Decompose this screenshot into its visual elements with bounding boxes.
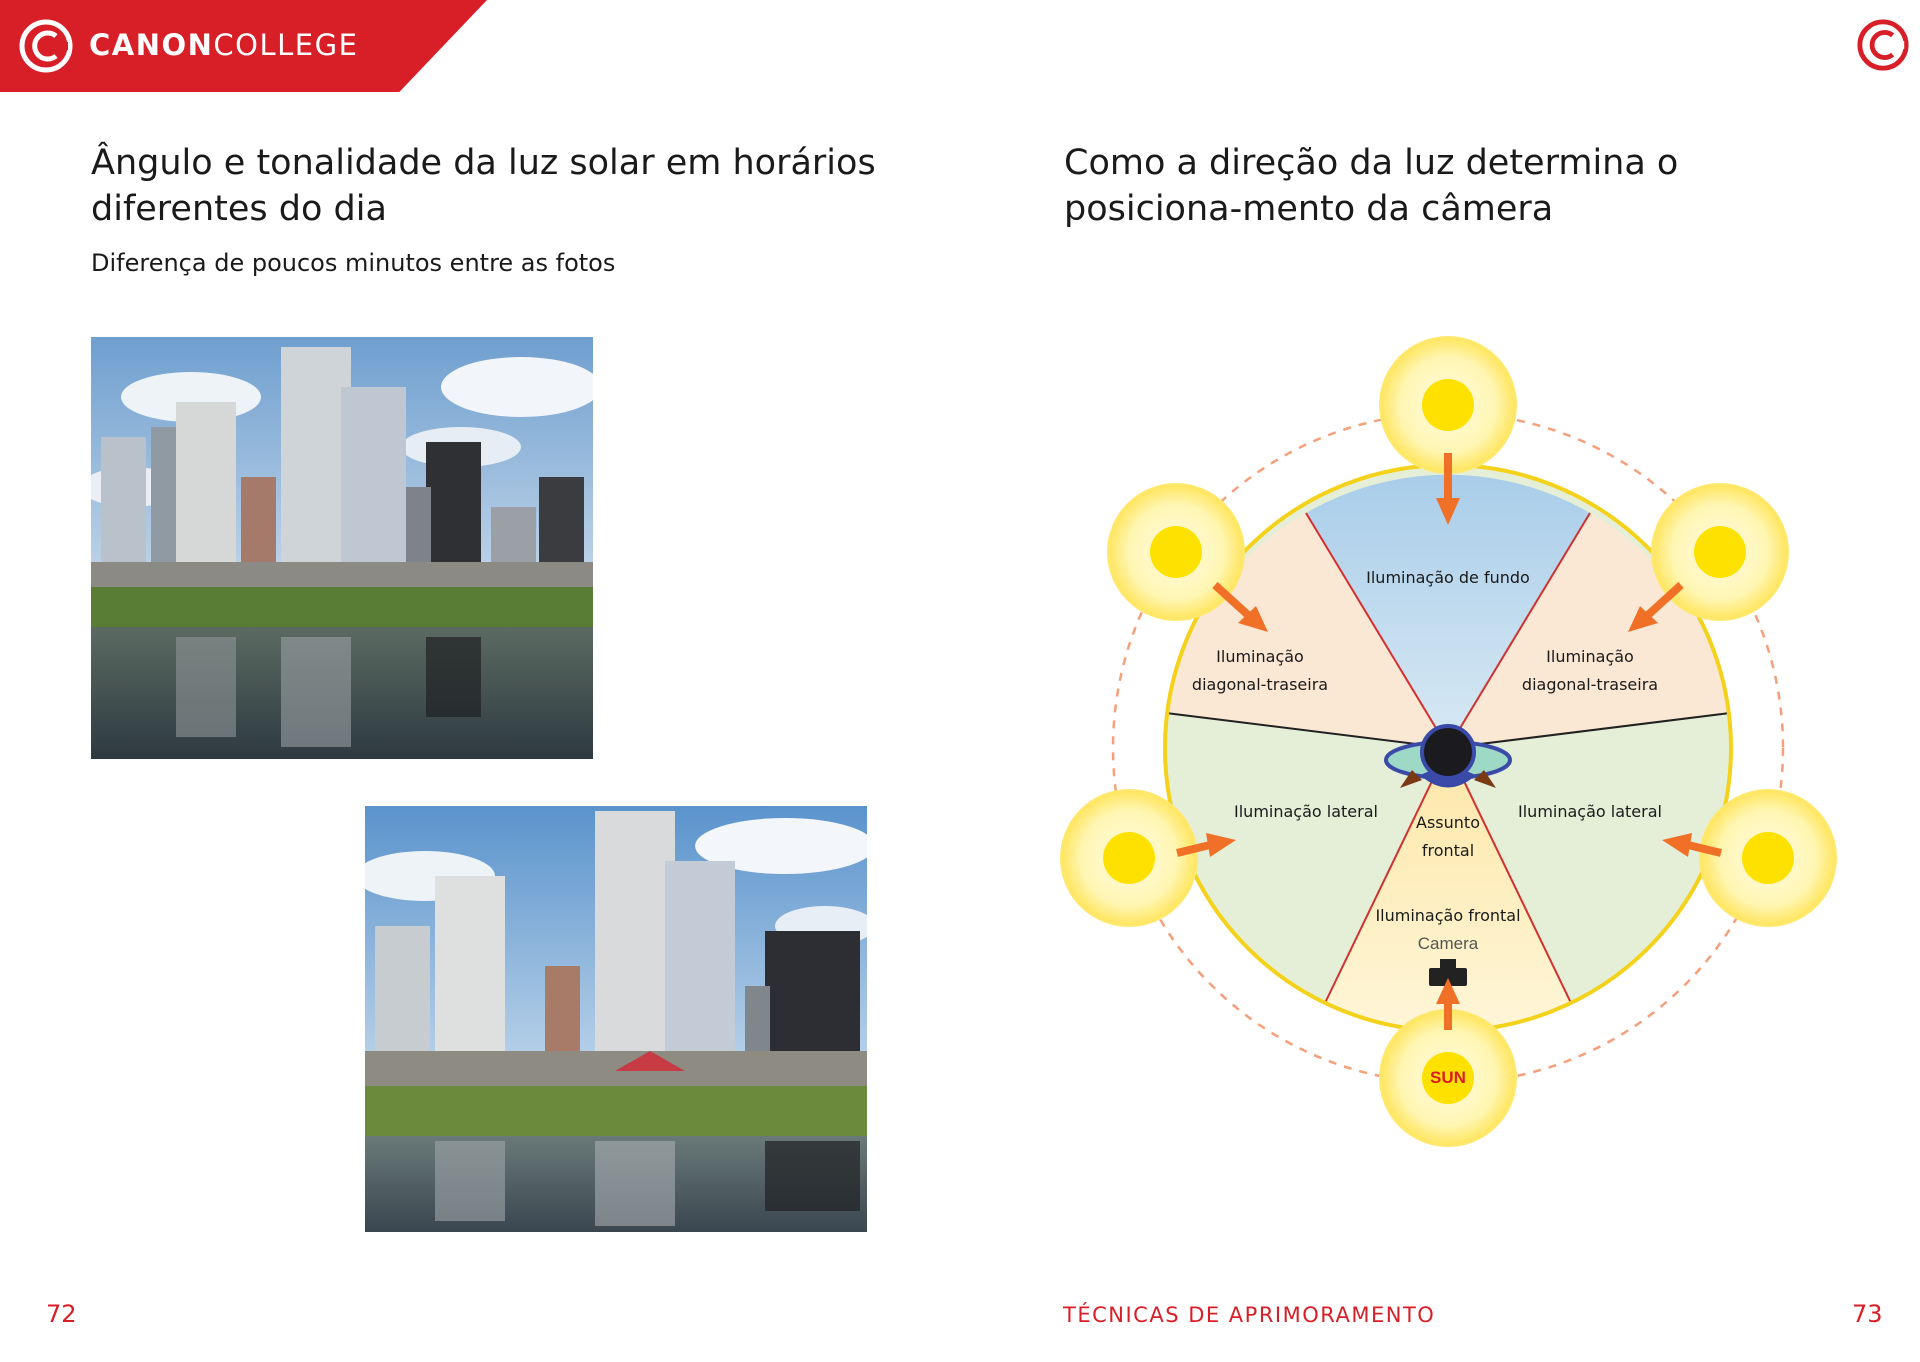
page-subtitle-left: Diferença de poucos minutos entre as fotos [91, 249, 616, 277]
sun-back-icon [1380, 337, 1516, 473]
label-side-left: Iluminação lateral [1234, 802, 1378, 821]
sun-diagonal-left-icon [1108, 484, 1244, 620]
page-number-right: 73 [1852, 1300, 1883, 1328]
label-side-right: Iluminação lateral [1518, 802, 1662, 821]
section-title: TÉCNICAS DE APRIMORAMENTO [1063, 1303, 1436, 1327]
city-photo-1 [91, 337, 593, 759]
label-diagonal-right-1: Iluminação [1546, 647, 1634, 666]
page-title-right: Como a direção da luz determina o posiciona-mento da câmera [1064, 143, 1679, 229]
label-front-light: Iluminação frontal [1375, 906, 1521, 925]
sun-side-left-icon [1061, 790, 1197, 926]
label-back-light: Iluminação de fundo [1366, 568, 1530, 587]
label-sun: SUN [1430, 1068, 1466, 1087]
label-subject-1: Assunto [1416, 813, 1480, 832]
brand-name: CANONCOLLEGE [89, 28, 359, 62]
canon-college-logo-icon [18, 18, 74, 74]
city-photo-2 [365, 806, 867, 1232]
page-number-left: 72 [46, 1300, 77, 1328]
label-diagonal-left-2: diagonal-traseira [1191, 675, 1329, 694]
page-title-left: Ângulo e tonalidade da luz solar em horários diferentes do dia [91, 143, 876, 229]
sun-side-right-icon [1700, 790, 1836, 926]
label-diagonal-right-2: diagonal-traseira [1521, 675, 1659, 694]
label-camera: Camera [1417, 934, 1479, 953]
canon-college-logo-icon [1856, 18, 1910, 72]
light-direction-diagram [1060, 330, 1850, 1160]
sun-diagonal-right-icon [1652, 484, 1788, 620]
label-diagonal-left-1: Iluminação [1216, 647, 1304, 666]
label-subject-2: frontal [1421, 841, 1475, 860]
